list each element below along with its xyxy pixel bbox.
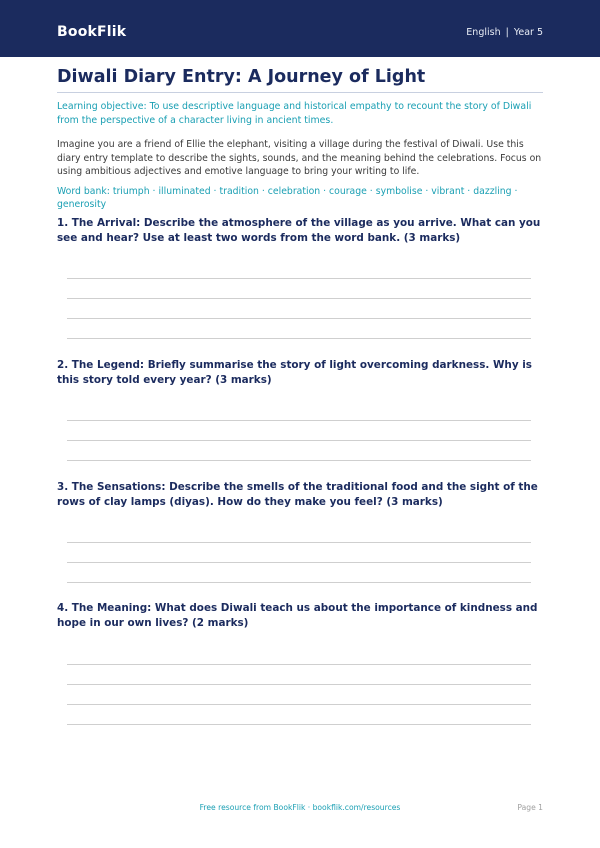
brand-logo[interactable]: BookFlik	[57, 24, 127, 40]
question-2: 2. The Legend: Briefly summarise the story of light overcoming darkness. Why is this story told every year? (3 marks)	[57, 359, 532, 386]
subject-year-label	[466, 27, 543, 39]
question-4: 4. The Meaning: What does Diwali teach us about the importance of kindness and hope in our own lives? (2 marks)	[57, 602, 538, 629]
learning-objective: Learning objective: To use descriptive language and historical empathy to recount the story of Diwali from the perspective of a character living in ancient times.	[57, 101, 532, 126]
footer-note[interactable]: Free resource from BookFlik · bookflik.com/resources	[199, 803, 401, 812]
answer-line[interactable]	[67, 724, 531, 725]
answer-line[interactable]	[67, 338, 531, 339]
page-title: Diwali Diary Entry: A Journey of Light	[57, 67, 426, 87]
answer-line[interactable]	[67, 420, 531, 421]
answer-line[interactable]	[67, 318, 531, 319]
answer-line[interactable]	[67, 562, 531, 563]
intro-paragraph: Imagine you are a friend of Ellie the elephant, visiting a village during the festival of Diwali. Use this diary entry template to describe the sights, sounds, and the meaning behind the celebrations. Focus on using ambitious adjectives and emotive language to bring your writing to life.	[57, 139, 542, 177]
page-number: Page 1	[517, 803, 543, 812]
header-bar	[0, 0, 600, 57]
question-3: 3. The Sensations: Describe the smells of the traditional food and the sight of the rows of clay lamps (diyas). How do they make you feel? (3 marks)	[57, 481, 538, 508]
answer-line[interactable]	[67, 582, 531, 583]
answer-line[interactable]	[67, 664, 531, 665]
title-divider	[57, 92, 543, 93]
year-label: Year 5	[513, 27, 543, 38]
answer-line[interactable]	[67, 684, 531, 685]
answer-line[interactable]	[67, 704, 531, 705]
answer-line[interactable]	[67, 460, 531, 461]
answer-line[interactable]	[67, 440, 531, 441]
meta-separator: |	[505, 27, 509, 38]
subject-label: English	[466, 27, 501, 38]
answer-line[interactable]	[67, 298, 531, 299]
question-1: 1. The Arrival: Describe the atmosphere of the village as you arrive. What can you see and hear? Use at least two words from the word bank. (3 marks)	[57, 217, 541, 244]
answer-line[interactable]	[67, 542, 531, 543]
word-bank: Word bank: triumph · illuminated · tradition · celebration · courage · symbolise · vibrant · dazzling · generosity	[57, 186, 518, 210]
answer-line[interactable]	[67, 278, 531, 279]
